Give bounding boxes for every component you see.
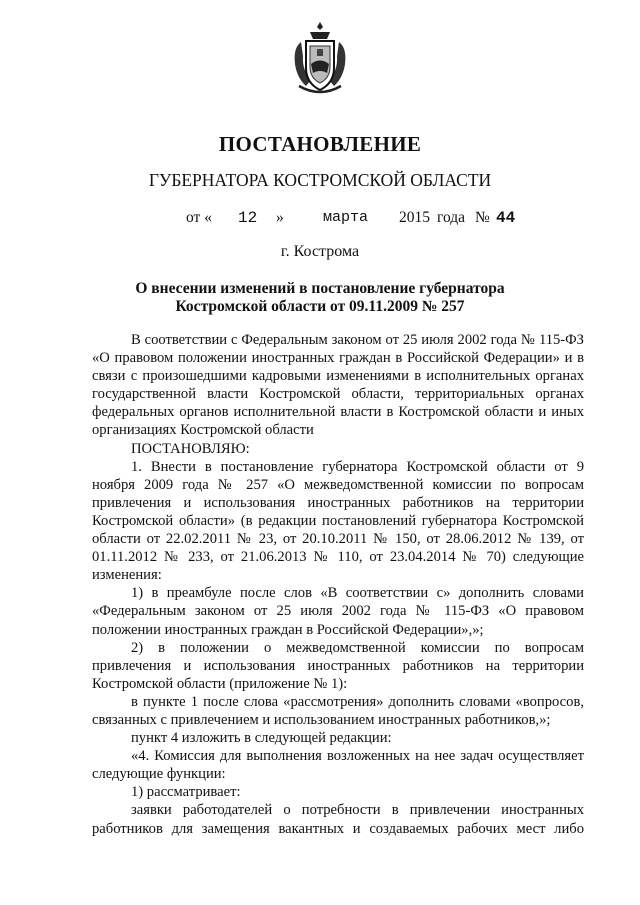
date-from-label: от « [186,209,212,226]
paragraph: заявки работодателей о потребности в привлечении иностранных работников для замещения вакантных и создаваемых рабочих мест либо [92,802,584,837]
document-number: 44 [496,209,516,227]
date-close-quote: » [276,209,284,226]
heading-line-1: О внесении изменений в постановление губернатора [135,280,505,297]
document-heading [0,280,640,316]
heading-line-2: Костромской области от 09.11.2009 № 257 [175,298,465,315]
paragraph: «4. Комиссия для выполнения возложенных на нее задач осуществляет следующие функции: [92,748,584,783]
date-year: 2015 [399,209,430,226]
date-month: марта [323,209,369,226]
coat-of-arms-icon [289,20,351,96]
paragraph: В соответствии с Федеральным законом от 25 июля 2002 года № 115-ФЗ «О правовом положении иностранных граждан в Российской Федерации» и в связи с произошедшими кадровыми изменениями в исполнительных органах государственной власти Костромской области, территориальных органах федеральных органов исполнительной власти в Костромской области и иных организациях Костромской области [92,332,584,439]
city: г. Кострома [280,243,360,260]
issuer: ГУБЕРНАТОРА КОСТРОМСКОЙ ОБЛАСТИ [148,170,492,190]
document-body [92,331,584,838]
date-day: 12 [238,209,258,227]
paragraph: ПОСТАНОВЛЯЮ: [131,440,250,457]
date-year-label: года [437,209,466,226]
paragraph: 1) рассматривает: [131,784,241,801]
document-title: ПОСТАНОВЛЕНИЕ [218,132,422,156]
paragraph: 1. Внести в постановление губернатора Костромской области от 9 ноября 2009 года № 257 «О межведомственной комиссии по вопросам привлечения и использования иностранных работников на территории Костромской области» (в редакции постановлений губернатора Костромской области от 22.02.2011 № 23, от 20.10.2011 № 150, от 28.06.2012 № 139, от 01.11.2012 № 233, от 21.06.2013 № 110, от 23.04.2014 № 70) следующие изменения: [92,458,584,584]
paragraph: 1) в преамбуле после слов «В соответствии с» дополнить словами «Федеральным законом от 25 июля 2002 года № 115-ФЗ «О правовом положении иностранных граждан в Российской Федерации»,»; [92,585,584,638]
paragraph: в пункте 1 после слова «рассмотрения» дополнить словами «вопросов, связанных с привлечением и использованием иностранных работников,»; [92,693,584,728]
paragraph: пункт 4 изложить в следующей редакции: [131,730,392,747]
paragraph: 2) в положении о межведомственной комиссии по вопросам привлечения и использования иностранных работников на территории Костромской области (приложение № 1): [92,639,584,692]
date-number-label: № [475,209,490,226]
